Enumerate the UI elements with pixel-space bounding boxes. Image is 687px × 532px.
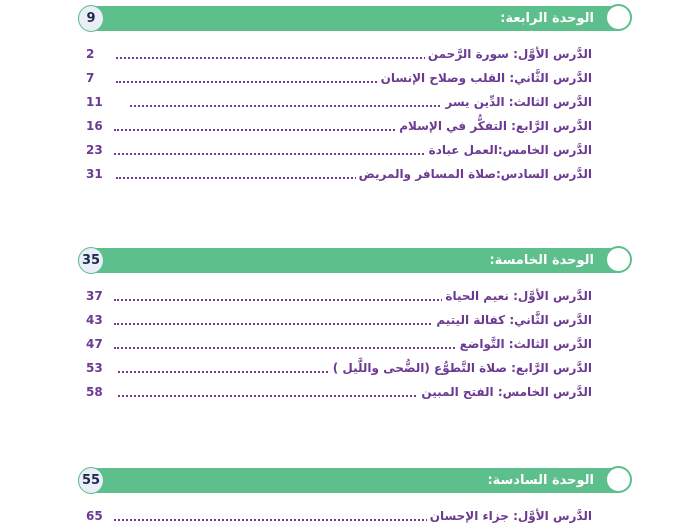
lesson-page-number: 37 [86, 289, 103, 303]
unit-title: الوحدة السادسة: [487, 473, 594, 488]
lesson-row[interactable] [78, 42, 630, 66]
lesson-row[interactable] [78, 332, 630, 356]
lesson-title: الدَّرس الثالث: التَّواضع [457, 332, 592, 356]
lesson-title: الدَّرس الأوَّل: سورة الرَّحمن [425, 42, 592, 66]
lesson-row[interactable] [78, 162, 630, 186]
lesson-title: الدَّرس الثالث: الدِّين يسر [442, 90, 592, 114]
unit-page-number: 9 [78, 5, 104, 32]
dot-leader [116, 177, 368, 179]
lesson-title: الدَّرس الرَّابع: صلاة التَّطوُّع (الضُّحى واللَّيل ) [330, 356, 592, 380]
lesson-page-number: 23 [86, 143, 103, 157]
lesson-row[interactable] [78, 114, 630, 138]
unit-header-bar [78, 6, 630, 31]
unit-circle-marker [605, 4, 632, 31]
lesson-page-number: 65 [86, 509, 103, 523]
dot-leader [116, 57, 442, 59]
lesson-row[interactable] [78, 380, 630, 404]
lesson-list [78, 504, 630, 528]
lesson-row[interactable] [78, 90, 630, 114]
unit-title: الوحدة الخامسة: [489, 253, 594, 268]
lesson-title: الدَّرس الرَّابع: التفكُّر في الإسلام [396, 114, 592, 138]
lesson-title: الدَّرس السادس:صلاة المسافر والمريض [356, 162, 592, 186]
lesson-page-number: 31 [86, 167, 103, 181]
lesson-row[interactable] [78, 356, 630, 380]
lesson-row[interactable] [78, 138, 630, 162]
unit-circle-marker [605, 466, 632, 493]
lesson-list [78, 284, 630, 404]
dot-leader [114, 153, 440, 155]
lesson-page-number: 7 [86, 71, 95, 85]
lesson-title: الدَّرس الأوَّل: نعيم الحياة [442, 284, 592, 308]
unit-title: الوحدة الرابعة: [500, 11, 594, 26]
dot-leader [118, 371, 344, 373]
lesson-list [78, 42, 630, 186]
lesson-row[interactable] [78, 504, 630, 528]
unit-header-bar [78, 248, 630, 273]
lesson-page-number: 2 [86, 47, 95, 61]
lesson-page-number: 43 [86, 313, 103, 327]
lesson-title: الدَّرس الخامس: الفتح المبين [418, 380, 592, 404]
dot-leader [114, 323, 450, 325]
unit-page-number: 55 [78, 467, 104, 494]
unit-section [78, 248, 630, 404]
lesson-page-number: 16 [86, 119, 103, 133]
lesson-row[interactable] [78, 66, 630, 90]
lesson-title: الدَّرس الخامس:العمل عبادة [426, 138, 592, 162]
unit-section [78, 468, 630, 528]
dot-leader [114, 347, 478, 349]
unit-circle-marker [605, 246, 632, 273]
dot-leader [114, 129, 398, 131]
dot-leader [114, 299, 462, 301]
dot-leader [130, 105, 452, 107]
lesson-page-number: 58 [86, 385, 103, 399]
lesson-title: الدَّرس الثَّاني: القلب وصلاح الإنسان [378, 66, 592, 90]
lesson-title: الدَّرس الثَّاني: كفالة اليتيم [433, 308, 592, 332]
lesson-row[interactable] [78, 308, 630, 332]
lesson-page-number: 53 [86, 361, 103, 375]
lesson-title: الدَّرس الأوَّل: جزاء الإحسان [427, 504, 592, 528]
dot-leader [116, 81, 380, 83]
dot-leader [114, 519, 432, 521]
unit-header-bar [78, 468, 630, 493]
unit-page-number: 35 [78, 247, 104, 274]
lesson-page-number: 11 [86, 95, 103, 109]
lesson-row[interactable] [78, 284, 630, 308]
unit-section [78, 6, 630, 186]
dot-leader [118, 395, 448, 397]
lesson-page-number: 47 [86, 337, 103, 351]
